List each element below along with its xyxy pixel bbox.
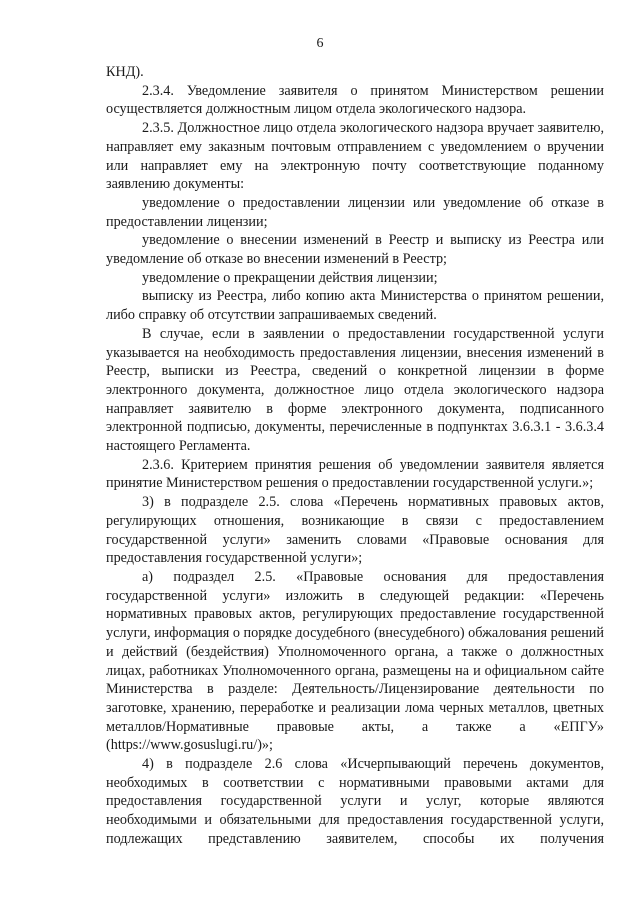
document-body [106,63,604,849]
list-item-registry-changes: уведомление о внесении изменений в Реестр и выписку из Реестра или уведомление об отказе во внесении изменений в Реестр; [106,232,604,268]
paragraph-2-3-4: 2.3.4. Уведомление заявителя о принятом Министерством решении осуществляется должностным лицом отдела экологического надзора. [106,82,604,118]
paragraph-item-3: 3) в подразделе 2.5. слова «Перечень нормативных правовых актов, регулирующих отношения, возникающие в связи с предоставлением государственной услуги» заменить словами «Правовые основания для предоставления государственной услуги»; [106,494,604,567]
paragraph-electronic-form: В случае, если в заявлении о предоставлении государственной услуги указывается на необходимость предоставления лицензии, внесения изменений в Реестр, выписки из Реестра, сведений о конкретной лицензии в форме электронного документа, должностное лицо отдела экологического надзора направляет заявителю в форме электронного документа, подписанного электронной подписью, документы, перечисленные в подпунктах 3.6.3.1 - 3.6.3.4 настоящего Регламента. [106,325,604,455]
paragraph-item-a: а) подраздел 2.5. «Правовые основания для предоставления государственной услуги» изложить в следующей редакции: «Перечень нормативных правовых актов, регулирующих предоставление государственной услуги, информация о порядке досудебного (внесудебного) обжалования решений и действий (бездействия) Уполномоченного органа, а также о должностных лицах, работниках Уполномоченного органа, размещены на и официальном сайте Министерства в разделе: Деятельность/Лицензирование деятельности по заготовке, хранению, переработке и реализации лома черных металлов, цветных металлов/Нормативные правовые акты, а также а «ЕПГУ» (https://www.gosuslugi.ru/)»; [106,568,604,754]
page-number: 6 [316,36,324,51]
list-item-license-notice: уведомление о предоставлении лицензии или уведомление об отказе в предоставлении лицензии; [106,194,604,230]
paragraph-2-3-6: 2.3.6. Критерием принятия решения об уведомлении заявителя является принятие Министерством решения о предоставлении государственной услуги.»; [106,456,604,492]
list-item-registry-extract: выписку из Реестра, либо копию акта Министерства о принятом решении, либо справку об отсутствии запрашиваемых сведений. [106,288,604,324]
paragraph-knd-end: КНД). [106,64,144,80]
paragraph-item-4: 4) в подразделе 2.6 слова «Исчерпывающий перечень документов, необходимых в соответствии с нормативными правовыми актами для предоставления государственной услуги и услуг, которые являются необходимыми и обязательными для предоставления государственной услуги, подлежащих представлению заявителем, способы их получения [106,756,604,847]
paragraph-2-3-5: 2.3.5. Должностное лицо отдела экологического надзора вручает заявителю, направляет ему заказным почтовым отправлением с уведомлением о вручении или направляет ему на электронную почту соответствующие поданному заявлению документы: [106,120,604,193]
list-item-license-termination: уведомление о прекращении действия лицензии; [142,269,438,286]
